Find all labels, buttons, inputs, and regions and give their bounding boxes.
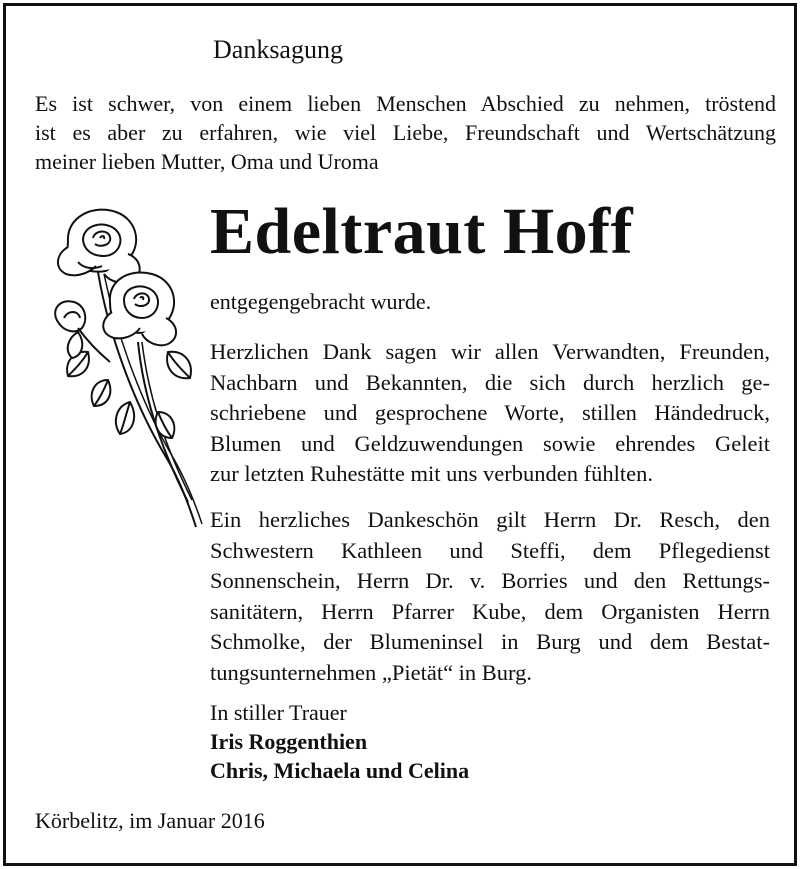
paragraph-line: Ein herzliches Dankeschön gilt Herrn Dr. Resch, den [210, 507, 770, 532]
intro-line: Es ist schwer, von einem lieben Menschen Abschied zu nehmen, tröstend [35, 91, 776, 116]
signature-block [210, 698, 469, 785]
paragraph-line: zur letzten Ruhestätte mit uns verbunden fühlten. [210, 461, 654, 486]
paragraph-line: Blumen und Geldzuwendungen sowie ehrendes Geleit [210, 430, 770, 456]
paragraph-line: sanitätern, Herrn Pfarrer Kube, dem Organisten Herrn [210, 598, 770, 624]
heading: Danksagung [213, 35, 343, 64]
paragraph-line: Nachbarn und Bekannten, die sich durch herzlich ge- [210, 369, 770, 395]
paragraph-line: tungsunternehmen „Pietät“ in Burg. [210, 659, 533, 685]
obituary-card [3, 3, 797, 866]
paragraph-line: schriebene und gesprochene Worte, stillen Händedruck, [210, 400, 770, 425]
place-date: Körbelitz, im Januar 2016 [35, 808, 265, 833]
signature-intro: In stiller Trauer [210, 700, 347, 725]
signature-name: Chris, Michaela und Celina [210, 758, 470, 783]
paragraph-line: Schmolke, der Blumeninsel in Burg und dem Bestat- [210, 629, 770, 654]
paragraph-line: Sonnenschein, Herrn Dr. v. Borries und den Rettungs- [210, 568, 770, 593]
intro-text [35, 89, 776, 176]
intro-line: ist es aber zu erfahren, wie viel Liebe, Freundschaft und Wertschätzung [35, 120, 776, 145]
deceased-name: Edeltraut Hoff [210, 195, 634, 268]
subline: entgegengebracht wurde. [210, 289, 432, 314]
roses-illustration-icon [38, 202, 204, 532]
thanks-paragraph [210, 337, 770, 490]
dedication-paragraph [210, 505, 770, 688]
signature-name: Iris Roggenthien [210, 729, 368, 754]
paragraph-line: Herzlichen Dank sagen wir allen Verwandten, Freunden, [210, 339, 770, 364]
intro-line: meiner lieben Mutter, Oma und Uroma [35, 149, 379, 174]
paragraph-line: Schwestern Kathleen und Steffi, dem Pflegedienst [210, 537, 770, 563]
